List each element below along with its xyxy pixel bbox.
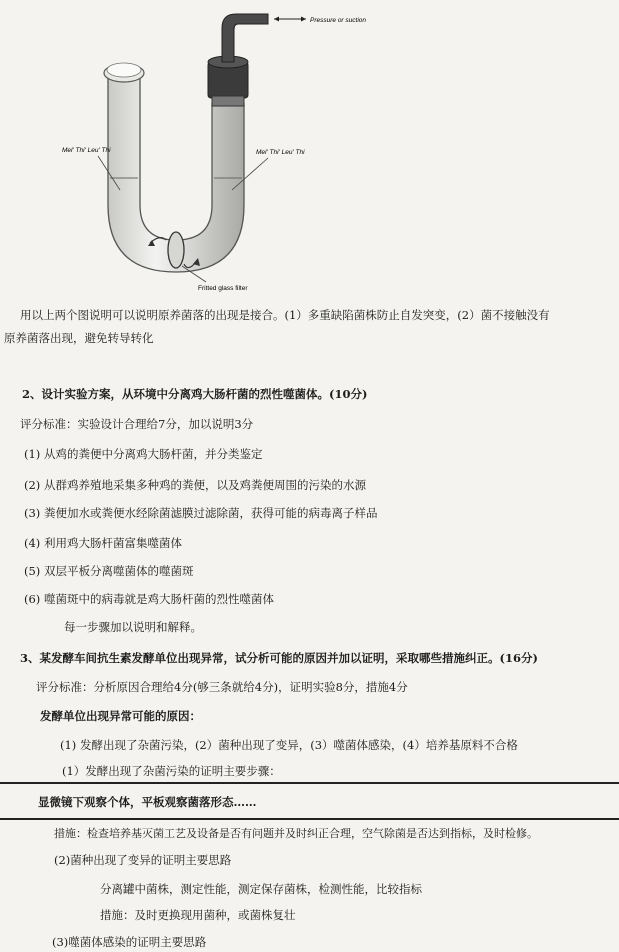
q2-note: 每一步骤加以说明和解释。 <box>64 620 202 634</box>
label-right: Mel' Thi' Leu' Thi <box>256 149 305 156</box>
q3-reasons-heading: 发酵单位出现异常可能的原因： <box>40 709 201 723</box>
u-tube-diagram <box>0 0 619 300</box>
para1-line2: 原养菌落出现，避免转导转化 <box>4 331 154 345</box>
q3-measures2: 措施：及时更换现用菌种，或菌株复壮 <box>100 908 296 922</box>
q3-measures1: 措施：检查培养基灭菌工艺及设备是否有问题并及时纠正合理，空气除菌是否达到指标，及时检修。 <box>54 827 538 840</box>
q2-step-1: (1) 从鸡的粪便中分离鸡大肠杆菌，并分类鉴定 <box>24 447 263 461</box>
q3-criteria: 评分标准：分析原因合理给4分(够三条就给4分)，证明实验8分，措施4分 <box>36 680 408 694</box>
q3-sub3-heading: (3)噬菌体感染的证明主要思路 <box>52 935 207 949</box>
label-pressure: Pressure or suction <box>310 17 366 24</box>
suction-hose <box>222 14 268 62</box>
divider-top <box>0 782 619 784</box>
q3-title: 3、某发酵车间抗生素发酵单位出现异常，试分析可能的原因并加以证明，采取哪些措施纠正。(16分) <box>20 651 538 665</box>
q3-sub2-heading: (2)菌种出现了变异的证明主要思路 <box>54 853 232 867</box>
label-left: Mel' Thi' Leu' Thi <box>62 147 111 154</box>
para1-line1: 用以上两个图说明可以说明原养菌落的出现是接合。(1）多重缺陷菌株防止自发突变，(2）菌不接触没有 <box>20 308 550 322</box>
q2-step-2: (2) 从群鸡养殖地采集多种鸡的粪便，以及鸡粪便周围的污染的水源 <box>24 478 366 492</box>
q2-step-3: (3) 粪便加水或粪便水经除菌滤膜过滤除菌，获得可能的病毒离子样品 <box>24 506 378 520</box>
q2-step-6: (6) 噬菌斑中的病毒就是鸡大肠杆菌的烈性噬菌体 <box>24 592 274 606</box>
q2-title: 2、设计实验方案，从环境中分离鸡大肠杆菌的烈性噬菌体。(10分) <box>22 387 368 401</box>
q2-step-5: (5) 双层平板分离噬菌体的噬菌斑 <box>24 564 194 578</box>
divider-bottom <box>0 818 619 820</box>
q3-sub2-text: 分离罐中菌株，测定性能，测定保存菌株，检测性能，比较指标 <box>100 882 422 896</box>
q3-sub1-heading: (1）发酵出现了杂菌污染的证明主要步骤： <box>62 764 281 778</box>
q2-step-4: (4) 利用鸡大肠杆菌富集噬菌体 <box>24 536 182 550</box>
fritted-filter <box>168 232 184 268</box>
q3-reasons: (1) 发酵出现了杂菌污染，(2）菌种出现了变异，(3）噬菌体感染，(4）培养基原料不合格 <box>60 738 518 752</box>
q2-criteria: 评分标准：实验设计合理给7分，加以说明3分 <box>20 417 254 431</box>
q3-sub1-text: 显微镜下观察个体，平板观察菌落形态…… <box>38 795 257 809</box>
label-filter: Fritted glass filter <box>198 285 248 292</box>
